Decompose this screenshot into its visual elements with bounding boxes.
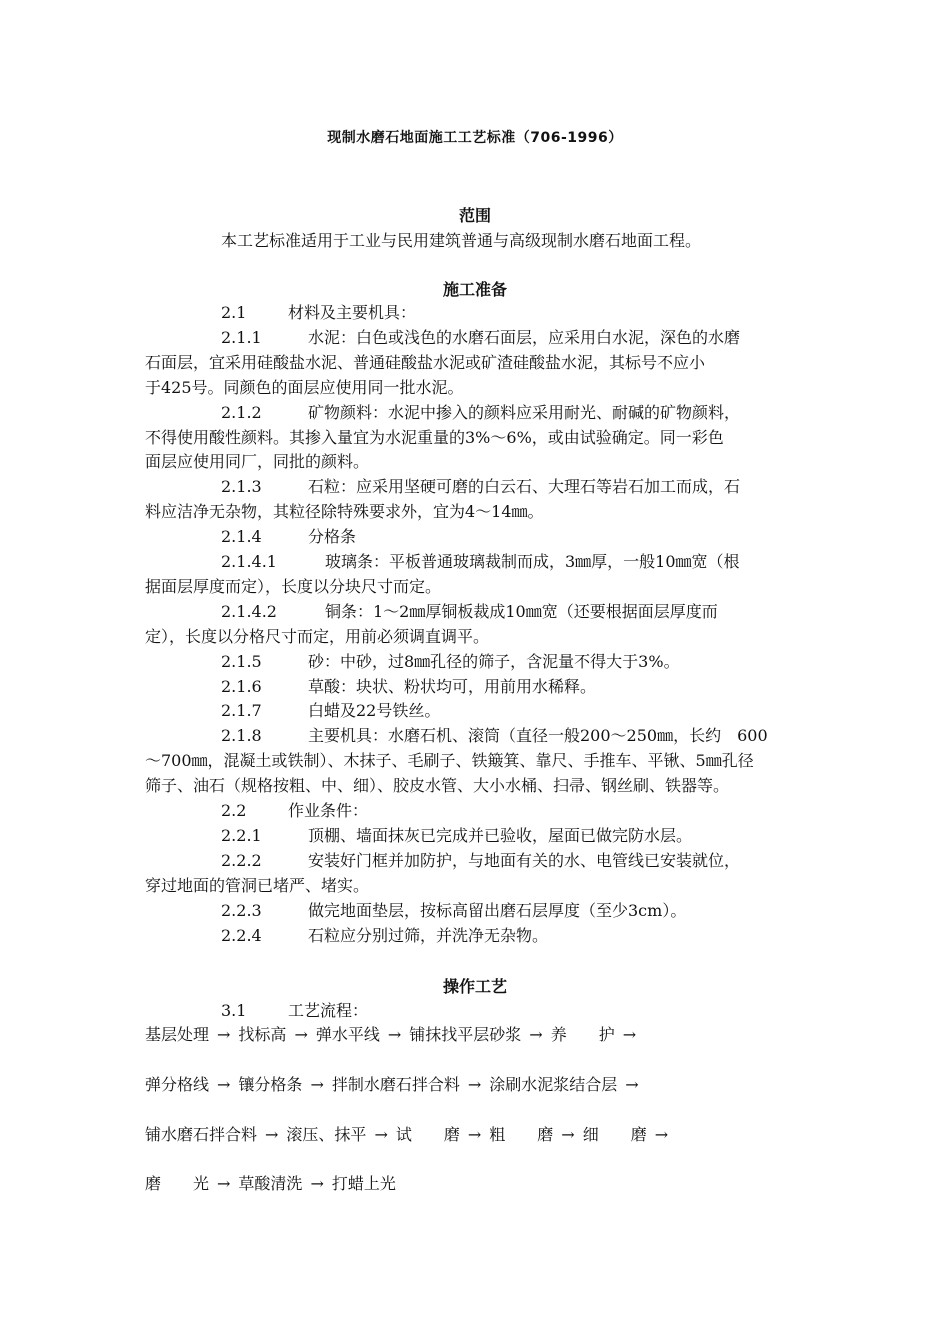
flow-step: 涂刷水泥浆结合层 [489, 1075, 618, 1094]
prep-line [145, 425, 724, 450]
prep-line-text: 于425号。同颜色的面层应使用同一批水泥。 [145, 377, 464, 397]
flow-step: 滚压、抹平 [286, 1125, 367, 1144]
prep-line-number: 2.1.1 [221, 327, 262, 347]
flow-step: 试 磨 [395, 1125, 460, 1144]
flow-step: 磨 光 [145, 1174, 210, 1193]
prep-line-number: 2.2.3 [221, 900, 262, 920]
flow-step: 打蜡上光 [331, 1174, 396, 1193]
flow-row [145, 1022, 644, 1045]
prep-line [221, 474, 740, 499]
prep-line-number: 2.2.2 [221, 850, 262, 870]
prep-line-text: 做完地面垫层，按标高留出磨石层厚度（至少3cm）。 [308, 900, 687, 920]
prep-line-text: 安装好门框并加防护，与地面有关的水、电管线已安装就位， [308, 850, 741, 870]
process-intro [221, 998, 368, 1023]
prep-line [145, 873, 369, 898]
flow-step: 找标高 [238, 1025, 287, 1044]
prep-line [145, 375, 464, 400]
process-intro-number: 3.1 [221, 1001, 247, 1020]
section-heading-scope: 范围 [458, 206, 491, 225]
prep-line-text: 分格条 [308, 527, 357, 547]
prep-line-text: 作业条件： [288, 801, 369, 820]
process-intro-text: 工艺流程： [288, 1001, 369, 1020]
prep-line-number: 2.1 [221, 303, 247, 322]
document-title: 现制水磨石地面施工工艺标准（706-1996） [327, 130, 623, 146]
flow-arrow-icon: → [217, 1025, 231, 1044]
prep-line [221, 798, 368, 823]
scope-text: 本工艺标准适用于工业与民用建筑普通与高级现制水磨石地面工程。 [221, 231, 702, 250]
flow-step: 铺抹找平层砂浆 [409, 1025, 522, 1044]
flow-step: 粗 磨 [489, 1125, 554, 1144]
prep-line-number: 2.1.3 [221, 477, 262, 497]
prep-line [221, 400, 740, 425]
prep-line [221, 923, 548, 948]
prep-line-text: 砂：中砂，过8㎜孔径的筛子，含泥量不得大于3%。 [308, 651, 680, 671]
prep-line [145, 574, 441, 599]
flow-row [145, 1072, 647, 1095]
prep-line [221, 649, 680, 674]
prep-line-number: 2.1.8 [221, 726, 262, 746]
prep-line [221, 599, 718, 624]
flow-arrow-icon: → [374, 1125, 388, 1144]
prep-line [145, 449, 369, 474]
flow-arrow-icon: → [467, 1125, 482, 1144]
prep-line-number: 2.1.4.1 [221, 552, 277, 571]
flow-step: 养 护 [550, 1025, 615, 1044]
prep-line-text: 白蜡及22号铁丝。 [308, 701, 441, 721]
prep-line [221, 300, 416, 325]
prep-line-text: 定），长度以分格尺寸而定，用前必须调直调平。 [145, 626, 490, 646]
flow-row [145, 1122, 676, 1145]
prep-line-text: 石粒：应采用坚硬可磨的白云石、大理石等岩石加工而成，石 [308, 477, 741, 497]
prep-line-number: 2.2 [221, 801, 247, 820]
flow-arrow-icon: → [265, 1125, 279, 1144]
flow-arrow-icon: → [310, 1075, 324, 1094]
flow-step: 铺水磨石拌合料 [145, 1125, 258, 1144]
prep-line-text: 料应洁净无杂物，其粒径除特殊要求外，宜为4～14㎜。 [145, 502, 544, 522]
prep-line [221, 549, 740, 574]
flow-step: 弹分格线 [145, 1075, 210, 1094]
prep-line [221, 723, 768, 748]
prep-line-number: 2.2.1 [221, 825, 262, 845]
flow-arrow-icon: → [529, 1025, 543, 1044]
prep-line-number: 2.1.2 [221, 402, 262, 422]
flow-arrow-icon: → [310, 1174, 324, 1193]
prep-line-text: 石面层，宜采用硅酸盐水泥、普通硅酸盐水泥或矿渣硅酸盐水泥，其标号不应小 [145, 352, 706, 372]
prep-line-text: 石粒应分别过筛，并洗净无杂物。 [308, 925, 549, 945]
prep-line [145, 624, 489, 649]
prep-line [221, 674, 596, 699]
prep-line-text: 玻璃条：平板普通玻璃裁制而成，3㎜厚，一般10㎜宽（根 [325, 552, 740, 571]
prep-line-text: 面层应使用同厂，同批的颜料。 [145, 452, 370, 472]
flow-arrow-icon: → [622, 1025, 637, 1044]
prep-line-text: 材料及主要机具： [288, 303, 417, 322]
flow-arrow-icon: → [625, 1075, 639, 1094]
prep-line-number: 2.2.4 [221, 925, 262, 945]
prep-line-text: 矿物颜料：水泥中掺入的颜料应采用耐光、耐碱的矿物颜料， [308, 402, 741, 422]
prep-line-number: 2.1.6 [221, 676, 262, 696]
flow-row [145, 1171, 396, 1194]
prep-line-text: 据面层厚度而定），长度以分块尺寸而定。 [145, 576, 442, 596]
prep-line [145, 748, 754, 773]
section-heading-process: 操作工艺 [442, 977, 507, 996]
prep-line-text: 铜条：1～2㎜厚铜板裁成10㎜宽（还要根据面层厚度而 [325, 601, 718, 621]
prep-line [221, 823, 692, 848]
flow-step: 镶分格条 [238, 1075, 303, 1094]
flow-arrow-icon: → [217, 1075, 231, 1094]
flow-step: 弹水平线 [315, 1025, 380, 1044]
prep-line-text: 主要机具：水磨石机、滚筒（直径一般200～250㎜，长约 600 [308, 726, 768, 746]
prep-line [145, 499, 544, 524]
prep-line-text: 不得使用酸性颜料。其掺入量宜为水泥重量的3%～6%，或由试验确定。同一彩色 [145, 427, 724, 447]
prep-line [221, 898, 686, 923]
flow-arrow-icon: → [294, 1025, 308, 1044]
prep-line-text: 筛子、油石（规格按粗、中、细）、胶皮水管、大小水桶、扫帚、钢丝刷、铁器等。 [145, 776, 730, 796]
flow-arrow-icon: → [467, 1075, 482, 1094]
flow-step: 基层处理 [145, 1025, 210, 1044]
prep-line-text: ～700㎜，混凝土或铁制）、木抹子、毛刷子、铁簸箕、靠尺、手推车、平锹、5㎜孔径 [145, 751, 754, 771]
prep-line-text: 顶棚、墙面抹灰已完成并已验收，屋面已做完防水层。 [308, 825, 693, 845]
prep-line-number: 2.1.4 [221, 527, 262, 547]
section-heading-prep: 施工准备 [442, 280, 507, 299]
prep-line [221, 325, 740, 350]
flow-step: 细 磨 [582, 1125, 647, 1144]
prep-line-text: 草酸：块状、粉状均可，用前用水稀释。 [308, 676, 597, 696]
prep-line [221, 524, 356, 549]
flow-step: 拌制水磨石拌合料 [331, 1075, 460, 1094]
prep-line-text: 穿过地面的管洞已堵严、堵实。 [145, 875, 370, 895]
flow-arrow-icon: → [561, 1125, 575, 1144]
flow-step: 草酸清洗 [238, 1174, 303, 1193]
prep-line [221, 698, 440, 723]
prep-line [221, 848, 740, 873]
flow-arrow-icon: → [387, 1025, 402, 1044]
prep-line-number: 2.1.4.2 [221, 601, 277, 621]
prep-line-number: 2.1.5 [221, 651, 262, 671]
prep-line [145, 773, 729, 798]
flow-arrow-icon: → [654, 1125, 669, 1144]
prep-line-number: 2.1.7 [221, 701, 262, 721]
prep-line-text: 水泥：白色或浅色的水磨石面层，应采用白水泥，深色的水磨 [308, 327, 741, 347]
prep-line [145, 350, 705, 375]
flow-arrow-icon: → [217, 1174, 231, 1193]
